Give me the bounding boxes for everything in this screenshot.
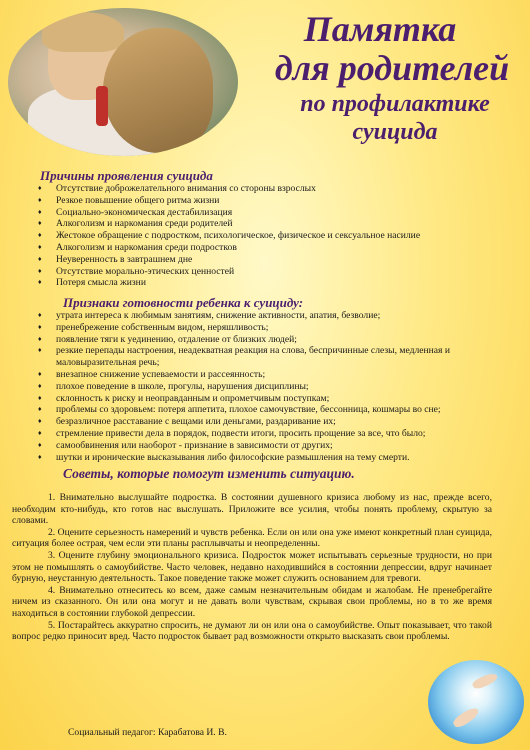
title-line-4: суицида — [352, 119, 438, 145]
tip-paragraph: 5. Постарайтесь аккуратно спросить, не думают ли он или она о самоубийстве. Опыт показывает, что такой вопрос редко приносит вред. Часто подросток бывает рад возможности открыто высказать свои проблемы. — [12, 619, 492, 643]
sign-item: ♦ появление тяги к уединению, отдаление от близких людей; — [38, 334, 496, 346]
cause-item: ♦ Неуверенность в завтрашнем дне — [38, 254, 508, 266]
sign-item: ♦ проблемы со здоровьем: потеря аппетита, плохое самочувствие, бессонница, кошмары во сне; — [38, 404, 496, 416]
cause-item: ♦ Отсутствие морально-этических ценностей — [38, 266, 508, 278]
signature: Социальный педагог: Карабатова И. В. — [68, 727, 227, 738]
sign-item: ♦ стремление привести дела в порядок, подвести итоги, просить прощение за все, что было; — [38, 428, 496, 440]
signs-list — [38, 310, 496, 463]
causes-heading: Причины проявления суицида — [40, 168, 213, 183]
cause-item: ♦ Алкоголизм и наркомания среди родителей — [38, 218, 508, 230]
title-line-1: Памятка — [303, 9, 457, 49]
cause-item: ♦ Алкоголизм и наркомания среди подростков — [38, 242, 508, 254]
sign-item: ♦ резкие перепады настроения, неадекватная реакция на слова, беспричинные слезы, медленная и маловыразительная речь; — [38, 345, 496, 369]
sign-item: ♦ склонность к риску и неоправданным и опрометчивым поступкам; — [38, 393, 496, 405]
tip-paragraph: 3. Оцените глубину эмоционального кризиса. Подросток может испытывать серьезные трудности, но при этом не помышлять о самоубийстве. Часто человек, недавно находившийся в состоянии депрессии, вдруг начинает бурную, неустанную деятельность. Такое поведение также может служить основанием для тревоги. — [12, 549, 492, 585]
sky-hands-image — [428, 660, 524, 744]
cause-item: ♦ Резкое повышение общего ритма жизни — [38, 195, 508, 207]
parent-hugging-child-photo — [8, 8, 238, 156]
cause-item: ♦ Социально-экономическая дестабилизация — [38, 207, 508, 219]
tips-text — [12, 492, 492, 643]
sky-hand-lower — [451, 705, 480, 730]
sign-item: ♦ шутки и иронические высказывания либо философские размышления на тему смерти. — [38, 452, 496, 464]
sign-item: ♦ пренебрежение собственным видом, неряшливость; — [38, 322, 496, 334]
sign-item: ♦ утрата интереса к любимым занятиям, снижение активности, апатия, безволие; — [38, 310, 496, 322]
cause-item: ♦ Отсутствие доброжелательного внимания со стороны взрослых — [38, 183, 508, 195]
page-title — [230, 10, 530, 146]
tip-paragraph: 2. Оцените серьезность намерений и чувств ребенка. Если он или она уже имеют конкретный план суицида, ситуация более острая, чем если эти планы расплывчаты и неопределенны. — [12, 526, 492, 550]
cause-item: ♦ Жестокое обращение с подростком, психологическое, физическое и сексуальное насилие — [38, 230, 508, 242]
title-line-3: по профилактике — [300, 91, 490, 117]
tips-heading: Советы, которые помогут изменить ситуацию. — [63, 466, 355, 481]
causes-list — [38, 183, 508, 289]
sign-item: ♦ плохое поведение в школе, прогулы, нарушения дисциплины; — [38, 381, 496, 393]
sign-item: ♦ самообвинения или наоборот - признание в зависимости от других; — [38, 440, 496, 452]
title-line-2: для родителей — [274, 48, 510, 88]
photo-bracelet — [96, 86, 108, 126]
sky-hand-upper — [471, 671, 499, 691]
tip-paragraph: 4. Внимательно отнеситесь ко всем, даже самым незначительным обидам и жалобам. Не пренебрегайте ничем из сказанного. Он или она могут и не давать воли чувствам, скрывая свои проблемы, но в то же время находиться в состоянии глубокой депрессии. — [12, 584, 492, 619]
cause-item: ♦ Потеря смысла жизни — [38, 277, 508, 289]
tip-paragraph: 1. Внимательно выслушайте подростка. В состоянии душевного кризиса любому из нас, прежде всего, необходим кто-нибудь, кто готов нас выслушать. Приложите все усилия, чтобы понять проблему, скрытую за словами. — [12, 492, 492, 527]
signs-heading: Признаки готовности ребенка к суициду: — [63, 295, 304, 310]
sign-item: ♦ безразличное расставание с вещами или деньгами, раздаривание их; — [38, 416, 496, 428]
sign-item: ♦ внезапное снижение успеваемости и рассеянность; — [38, 369, 496, 381]
photo-child-hair — [103, 28, 213, 153]
